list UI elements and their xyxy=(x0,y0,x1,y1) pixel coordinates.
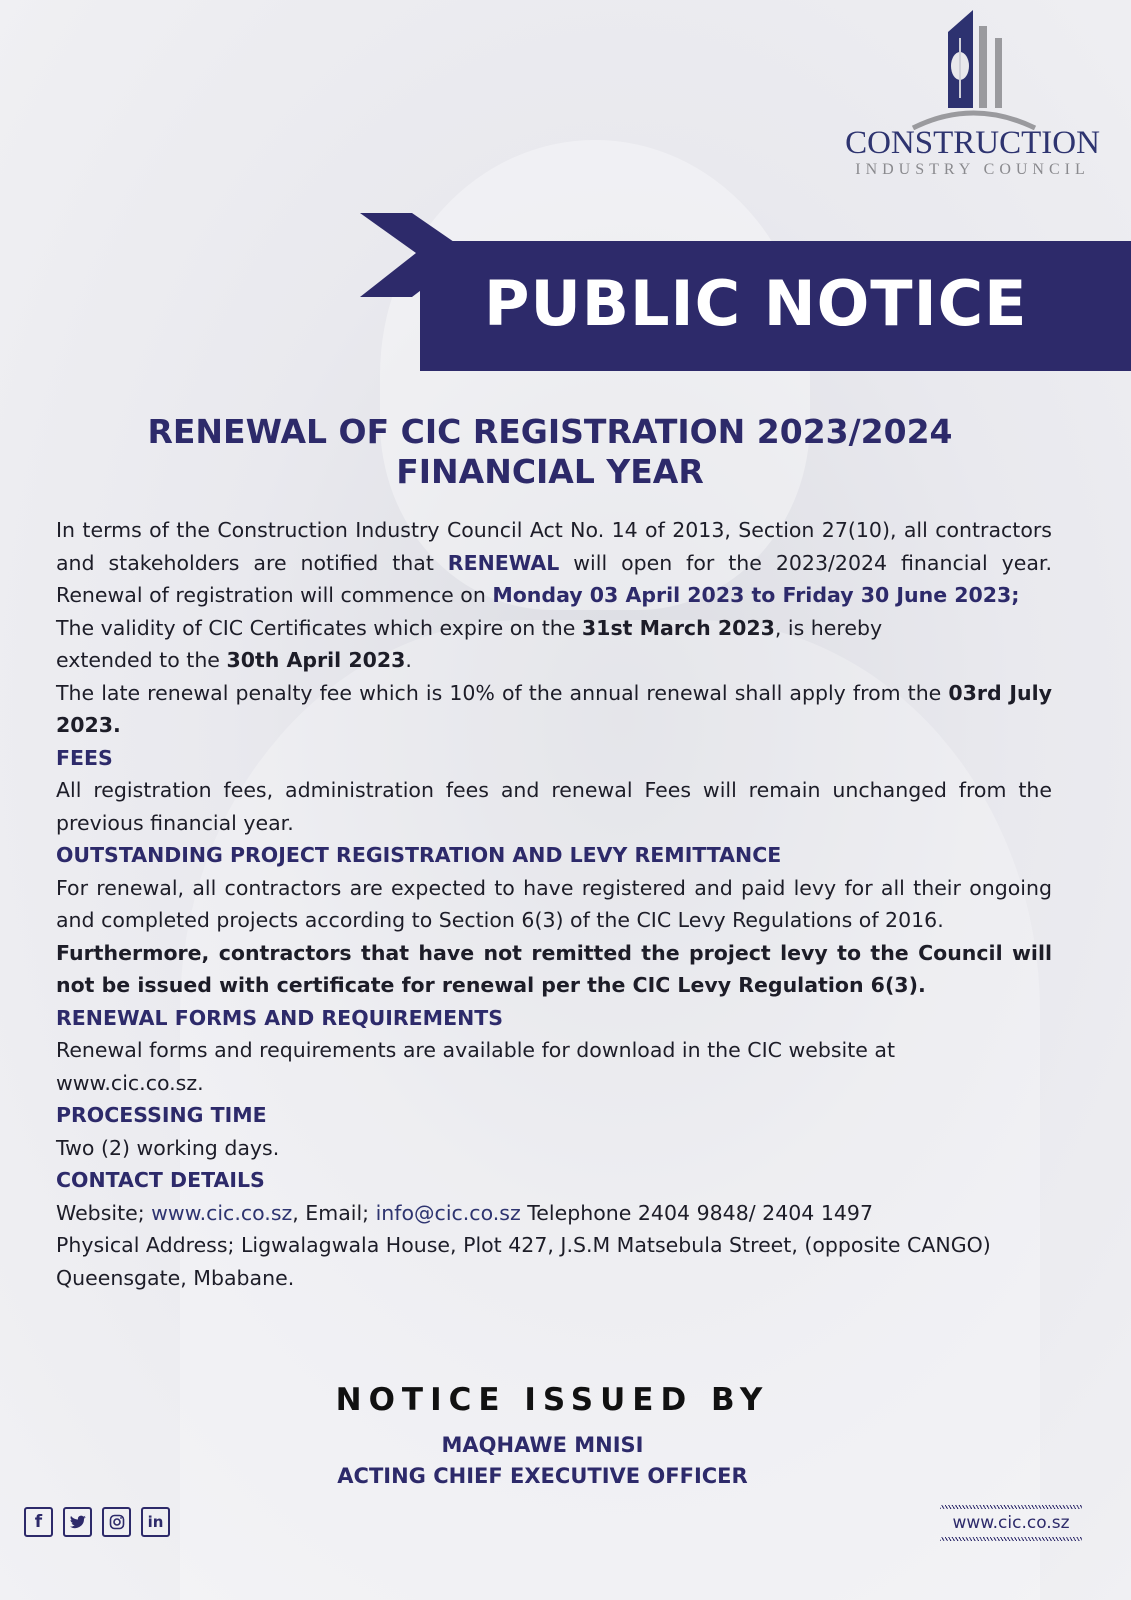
forms-heading: RENEWAL FORMS AND REQUIREMENTS xyxy=(56,1005,503,1030)
banner-title: PUBLIC NOTICE xyxy=(484,267,1028,340)
outstanding-text: For renewal, all contractors are expected to have registered and paid levy for all their ongoing and completed projects according to Section 6(3) of the CIC Levy Regulations of 2016. xyxy=(56,875,1052,932)
contact-address: Physical Address; Ligwalagwala House, Plot 427, J.S.M Matsebula Street, (opposite CANGO) Queensgate, Mbabane. xyxy=(56,1233,991,1290)
linkedin-icon[interactable]: in xyxy=(141,1507,170,1537)
website-link[interactable]: www.cic.co.sz xyxy=(151,1200,293,1225)
text: . xyxy=(405,648,412,672)
signatory-name: MAQHAWE MNISI xyxy=(441,1433,644,1457)
outstanding-heading: OUTSTANDING PROJECT REGISTRATION AND LEVY REMITTANCE xyxy=(56,843,782,867)
text: The late renewal penalty fee which is 10% of the annual renewal shall apply from the xyxy=(56,680,949,705)
text: In terms of the Construction Industry Council Act No. 14 of 2013, Section 27(10), all contractors and stakeholders are notified that xyxy=(56,518,1052,575)
divider xyxy=(940,1537,1082,1541)
outstanding-warning: Furthermore, contractors that have not remitted the project levy to the Council will not be issued with certificate for renewal per the CIC Levy Regulation 6(3). xyxy=(56,940,1052,997)
logo-building-icon xyxy=(893,8,1053,130)
title-line-1: RENEWAL OF CIC REGISTRATION 2023/2024 xyxy=(147,412,953,451)
contact-heading: CONTACT DETAILS xyxy=(56,1168,265,1192)
intro-paragraph-3 xyxy=(56,677,1052,742)
intro-paragraph-1 xyxy=(56,514,1052,612)
facebook-icon[interactable]: f xyxy=(24,1507,53,1537)
logo-text-construction: CONSTRUCTION xyxy=(845,125,1100,161)
email-link[interactable]: info@cic.co.sz xyxy=(375,1200,521,1225)
public-notice-banner xyxy=(420,241,1131,371)
contact-line xyxy=(56,1197,1052,1230)
issued-by-heading: NOTICE ISSUED BY xyxy=(335,1382,770,1418)
fees-heading: FEES xyxy=(56,745,113,770)
footer-website-text: www.cic.co.sz xyxy=(952,1513,1070,1533)
signatory xyxy=(0,1430,1085,1492)
intro-paragraph-2 xyxy=(56,612,936,677)
text: , is hereby extended to the xyxy=(56,615,883,672)
notice-title xyxy=(0,412,1100,492)
fees-text: All registration fees, administration fees and renewal Fees will remain unchanged from the previous financial year. xyxy=(56,778,1052,835)
renewal-dates: Monday 03 April 2023 to Friday 30 June 2023; xyxy=(492,583,1020,607)
notice-body xyxy=(56,514,1052,1294)
text: will open for the 2023/2024 financial year. Renewal of registration will commence on xyxy=(56,550,1052,607)
twitter-icon[interactable] xyxy=(63,1507,92,1537)
title-line-2: FINANCIAL YEAR xyxy=(396,452,704,491)
expiry-date: 31st March 2023 xyxy=(581,615,775,640)
text: The validity of CIC Certificates which expire on the xyxy=(56,615,582,640)
cic-logo xyxy=(830,8,1115,193)
signatory-role: ACTING CHIEF EXECUTIVE OFFICER xyxy=(337,1464,748,1488)
social-links xyxy=(24,1507,170,1537)
text: , Email; xyxy=(292,1200,376,1225)
instagram-icon[interactable] xyxy=(102,1507,131,1537)
penalty-date: 03rd July 2023. xyxy=(56,680,1052,737)
forms-text: Renewal forms and requirements are available for download in the CIC website at www.cic.co.sz. xyxy=(56,1038,895,1095)
renewal-emphasis: RENEWAL xyxy=(447,550,560,575)
processing-text: Two (2) working days. xyxy=(56,1135,280,1160)
footer-website[interactable] xyxy=(940,1505,1082,1541)
telephone: Telephone 2404 9848/ 2404 1497 xyxy=(520,1200,874,1225)
logo-text-industry-council: INDUSTRY COUNCIL xyxy=(855,161,1090,178)
extended-date: 30th April 2023 xyxy=(226,648,406,672)
processing-heading: PROCESSING TIME xyxy=(56,1103,267,1127)
text: Website; xyxy=(56,1200,152,1225)
